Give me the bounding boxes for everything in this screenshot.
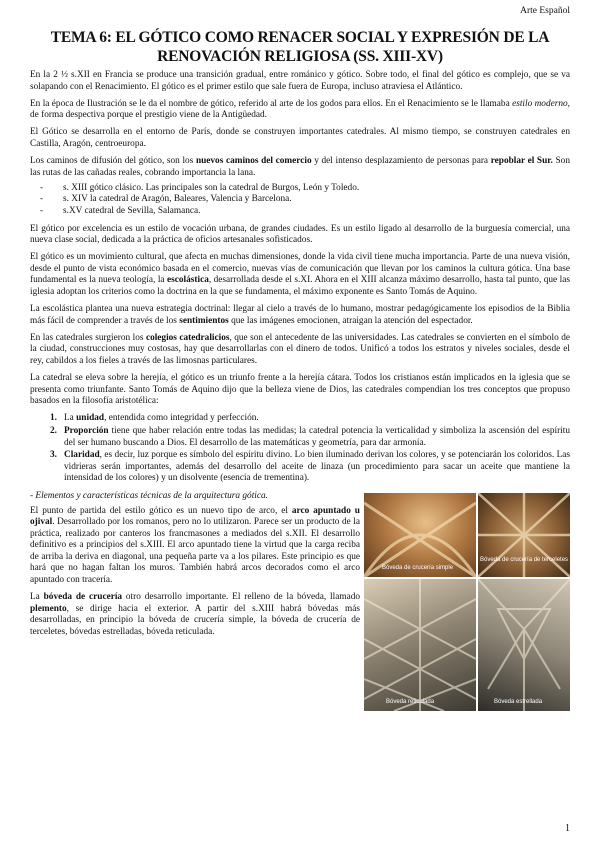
paragraph-intro: En la 2 ½ s.XII en Francia se produce una transición gradual, entre románico y gótico. Sobre todo, el final del gótico es complejo, que se va solapando con el Renacimiento. El gótico es el primer estilo que sale fuera de Europa, incluso atraviesa el Atlántico. bbox=[30, 70, 570, 92]
section-heading: - Elementos y características técnicas de la arquitectura gótica. bbox=[30, 490, 268, 501]
paragraph-vault: La bóveda de crucería otro desarrollo importante. El relleno de la bóveda, llamado plemento, se dirige hacia el exterior. A partir del s.XIII habrá bóvedas más desarrolladas, en principio la bóveda de crucería simple, la bóveda de crucería de terceletes, bóvedas estrelladas, bóveda reticulada. bbox=[30, 592, 360, 637]
vault-photos bbox=[364, 491, 570, 711]
paragraph-diffusion: Los caminos de difusión del gótico, son los nuevos caminos del comercio y del intenso desplazamiento de personas para repoblar el Sur. Son las rutas de las cañadas reales, cobrando importancia la lana. bbox=[30, 156, 570, 178]
technical-section bbox=[30, 490, 570, 706]
list-item: 2. Proporción tiene que haber relación entre todas las medidas; la catedral potencia la verticalidad y simboliza la ascensión del espíritu del ser humano buscando a Dios. El desarrollo de las matemáticas y geometría, para dar armonía. bbox=[50, 425, 570, 448]
document-page bbox=[30, 0, 570, 848]
concepts-list bbox=[30, 413, 570, 485]
paragraph-scholastic: La escolástica plantea una nueva estrategia doctrinal: llegar al cielo a través de lo humano, mostrar pedagógicamente los episodios de la Biblia más fácil de comprender a través de los sentimientos que las imágenes emocionen, atraigan la atención del espectador. bbox=[30, 304, 570, 326]
paragraph-naming: En la época de Ilustración se le da el nombre de gótico, referido al arte de los godos para ellos. En el Renacimiento se le llamaba estilo moderno, de forma despectiva porque el prestigio viene de la Antigüedad. bbox=[30, 98, 570, 121]
reticulated-vault-icon bbox=[364, 579, 476, 711]
paragraph-origin: El Gótico se desarrolla en el entorno de París, donde se construyen importantes catedrales. Al mismo tiempo, se construyen catedrales en Castilla, Aragón, centroeuropa. bbox=[30, 127, 570, 149]
list-item: - s.XV catedral de Sevilla, Salamanca. bbox=[30, 206, 570, 218]
photo-stellar-vault: Bóveda estrellada bbox=[478, 579, 570, 711]
list-item: 1. La unidad, entendida como integridad y perfección. bbox=[50, 413, 259, 424]
paragraph-heresy: La catedral se eleva sobre la herejía, el gótico es un triunfo frente a la herejía cátara. Todos los cristianos están implicados en la iglesia que se presenta como triunfante. Santo Tomás de Aquino dijo que la belleza viene de Dios, las catedrales compendian los tres conceptos que propuso basados en la filosofía aristotélica: bbox=[30, 373, 570, 407]
photo-simple-vault: Bóveda de crucería simple bbox=[364, 493, 476, 577]
photo-tierceron-vault: Bóveda de crucería de terceletes bbox=[478, 493, 570, 577]
list-item: - s. XIII gótico clásico. Las principales son la catedral de Burgos, León y Toledo. bbox=[30, 183, 570, 195]
paragraph-colleges: En las catedrales surgieron los colegios catedralicios, que son el antecedente de las universidades. Las catedrales se convierten en el símbolo de la ciudad, construcciones muy costosas, hay que desarrollarlas con el dinero de todos. Unificó a todos los estratos y niveles sociales, desde el rey, cabildos a los fieles a través de las limosnas particulares. bbox=[30, 332, 570, 366]
paragraph-arch: El punto de partida del estilo gótico es un nuevo tipo de arco, el arco apuntado u ojival. Desarrollado por los romanos, pero no lo utilizaron. Parece ser un producto de la práctica, realizado por canteros los francmasones a mediados del s.XII. El desarrollo definitivo es a principios del s.XIII. El arco apuntado tiene la virtud que la carga reciba de arriba la deriva en diagonal, una pequeña parte va a los pilares. Este principio es que hará que no hagan faltan los muros. También habrá arcos decorados como el arco apuntado con tracería. bbox=[30, 505, 360, 586]
list-item: - s. XIV la catedral de Aragón, Baleares, Valencia y Barcelona. bbox=[30, 194, 570, 206]
list-item: 3. Claridad, es decir, luz porque es símbolo del espíritu divino. Lo bien iluminado derivan los colores, y se potenciarán los coloridos. Las vidrieras serán importantes, además del desarrollo del aceite de linaza (un procedimiento para sacar un aceite que mantiene la intensidad de los colores) y un disolvente (esencia de trementina). bbox=[50, 450, 570, 484]
document-body bbox=[30, 70, 570, 706]
cathedral-list bbox=[30, 183, 570, 218]
stellar-vault-icon bbox=[478, 579, 570, 711]
paragraph-urban: El gótico por excelencia es un estilo de vocación urbana, de grandes ciudades. Es un estilo ligado al desarrollo de la burguesía comercial, una nueva clase social, dedicada a la práctica de oficios artesanales sofisticados. bbox=[30, 223, 570, 246]
page-number: 1 bbox=[565, 823, 570, 834]
technical-text bbox=[30, 491, 360, 639]
paragraph-cultural: El gótico es un movimiento cultural, que afecta en muchas dimensiones, donde la vida civil tiene mucha importancia. Parte de una nueva visión, desde el punto de vista económico basada en el comercio, nuevas vías de comunicación que llevan por los caminos la cultura gótica. Una base fundamental es la nueva teología, la escolástica, desarrollada desde el s.XI. Ahora en el XIII alcanza máximo desarrollo, hasta tal punto, que las iglesia adoptan los criterios como la doctrina en la que se fundamenta, el máximo exponente es Santo Tomás de Aquino. bbox=[30, 252, 570, 297]
photo-reticulated-vault: Bóveda reticulada bbox=[364, 579, 476, 711]
running-header: Arte Español bbox=[520, 6, 570, 16]
page-title: TEMA 6: EL GÓTICO COMO RENACER SOCIAL Y EXPRESIÓN DE LA RENOVACIÓN RELIGIOSA (SS. XIII-XV) bbox=[50, 29, 550, 65]
